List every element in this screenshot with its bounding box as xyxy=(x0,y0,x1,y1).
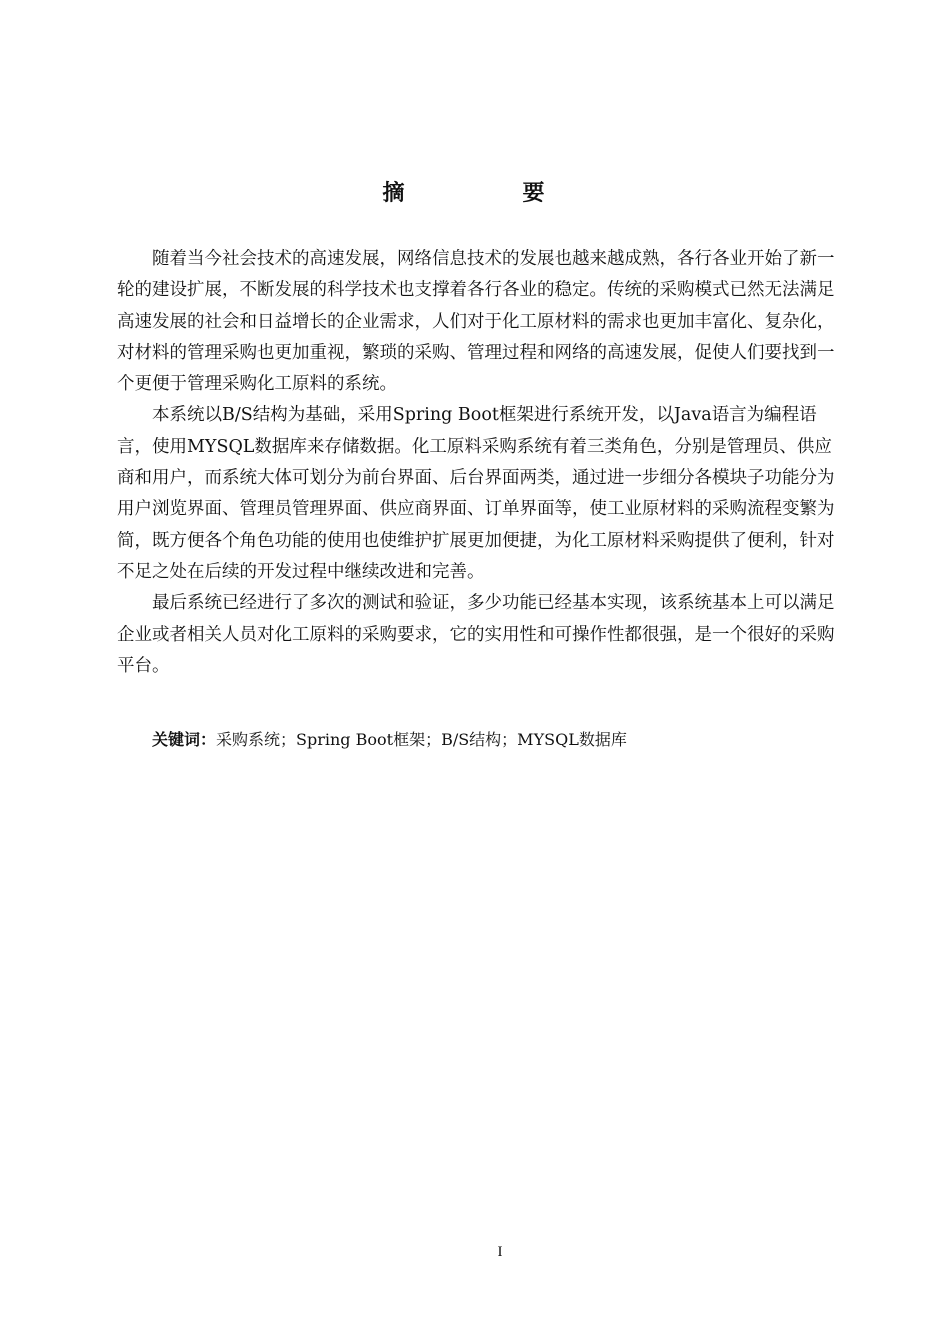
abstract-paragraph-1: 随着当今社会技术的高速发展，网络信息技术的发展也越来越成熟，各行各业开始了新一轮的建设扩展，不断发展的科学技术也支撑着各行各业的稳定。传统的采购模式已然无法满足高速发展的社会和日益增长的企业需求，人们对于化工原材料的需求也更加丰富化、复杂化，对材料的管理采购也更加重视，繁琐的采购、管理过程和网络的高速发展，促使人们要找到一个更便于管理采购化工原料的系统。 xyxy=(117,249,835,395)
page-title: 摘 要 xyxy=(382,181,593,206)
abstract-body xyxy=(117,244,843,682)
keywords-label: 关键词： xyxy=(152,730,217,749)
abstract-paragraph-2: 本系统以B/S结构为基础，采用Spring Boot框架进行系统开发，以Java语言为编程语言，使用MYSQL数据库来存储数据。化工原料采购系统有着三类角色，分别是管理员、供应商和用户，而系统大体可划分为前台界面、后台界面两类，通过进一步细分各模块子功能分为用户浏览界面、管理员管理界面、供应商界面、订单界面等，使工业原材料的采购流程变繁为简，既方便各个角色功能的使用也使维护扩展更加便捷，为化工原材料采购提供了便利，针对不足之处在后续的开发过程中继续改进和完善。 xyxy=(117,405,835,582)
keywords-text: 采购系统；Spring Boot框架；B/S结构；MYSQL数据库 xyxy=(216,730,627,749)
abstract-paragraph-3: 最后系统已经进行了多次的测试和验证，多少功能已经基本实现，该系统基本上可以满足企业或者相关人员对化工原料的采购要求，它的实用性和可操作性都很强，是一个很好的采购平台。 xyxy=(117,593,835,676)
keywords-line xyxy=(152,726,627,754)
page-number: I xyxy=(497,1244,503,1260)
